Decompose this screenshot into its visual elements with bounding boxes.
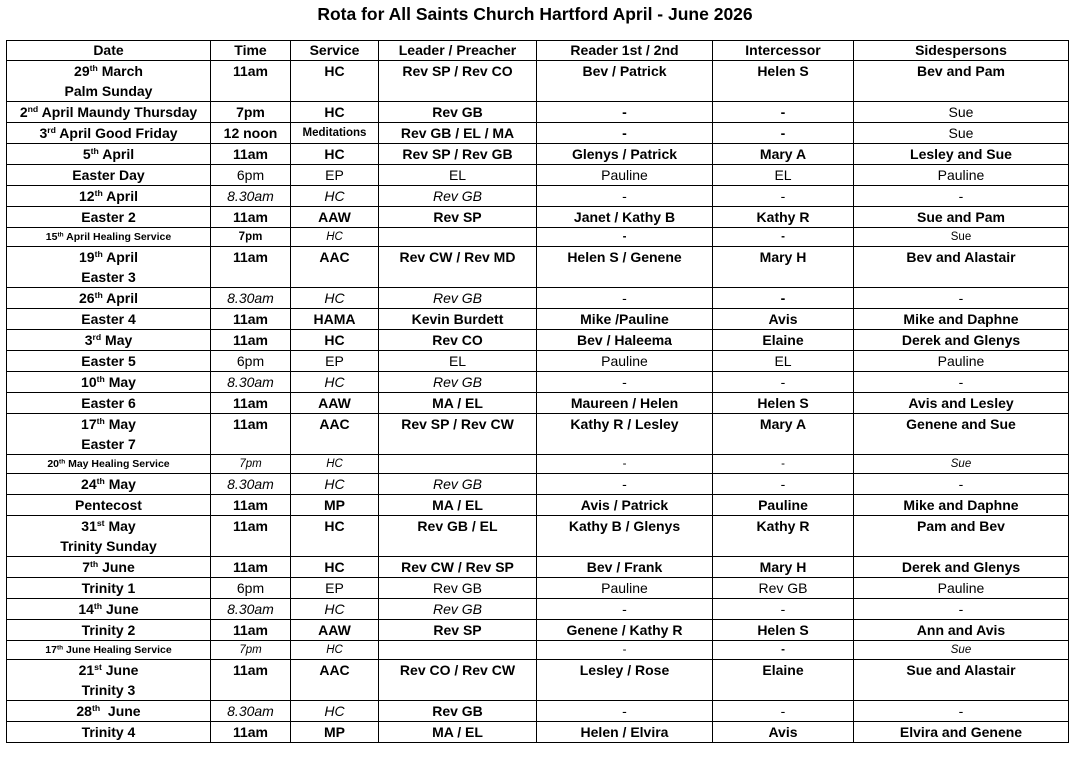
leader-cell: Rev GB bbox=[379, 578, 537, 599]
leader-cell: Rev SP / Rev CW bbox=[379, 414, 537, 455]
intercessor-cell: Avis bbox=[713, 722, 854, 743]
table-row bbox=[7, 557, 1069, 578]
sidespersons-cell: - bbox=[854, 372, 1069, 393]
service-cell: HC bbox=[291, 455, 379, 474]
table-row bbox=[7, 61, 1069, 102]
header-intercessor: Intercessor bbox=[713, 41, 854, 61]
sidespersons-cell: Genene and Sue bbox=[854, 414, 1069, 455]
reader-cell: - bbox=[537, 474, 713, 495]
sidespersons-cell: Sue and Pam bbox=[854, 207, 1069, 228]
table-row bbox=[7, 247, 1069, 288]
intercessor-cell: Mary H bbox=[713, 557, 854, 578]
intercessor-cell: Mary H bbox=[713, 247, 854, 288]
table-row bbox=[7, 165, 1069, 186]
table-row bbox=[7, 474, 1069, 495]
reader-cell: Janet / Kathy B bbox=[537, 207, 713, 228]
sidespersons-cell: Pam and Bev bbox=[854, 516, 1069, 557]
time-cell: 8.30am bbox=[211, 288, 291, 309]
date-cell: 21st June Trinity 3 bbox=[7, 660, 211, 701]
leader-cell: Rev CO / Rev CW bbox=[379, 660, 537, 701]
reader-cell: Bev / Frank bbox=[537, 557, 713, 578]
date-cell: 28th June bbox=[7, 701, 211, 722]
sidespersons-cell: Elvira and Genene bbox=[854, 722, 1069, 743]
date-cell: 12th April bbox=[7, 186, 211, 207]
service-cell: AAC bbox=[291, 414, 379, 455]
time-cell: 7pm bbox=[211, 641, 291, 660]
table-row bbox=[7, 393, 1069, 414]
intercessor-cell: - bbox=[713, 102, 854, 123]
sidespersons-cell: Sue bbox=[854, 123, 1069, 144]
sidespersons-cell: Pauline bbox=[854, 578, 1069, 599]
leader-cell: MA / EL bbox=[379, 393, 537, 414]
intercessor-cell: Elaine bbox=[713, 660, 854, 701]
date-cell: 19th April Easter 3 bbox=[7, 247, 211, 288]
reader-cell: Kathy B / Glenys bbox=[537, 516, 713, 557]
time-cell: 8.30am bbox=[211, 599, 291, 620]
time-cell: 11am bbox=[211, 660, 291, 701]
table-row bbox=[7, 578, 1069, 599]
date-cell: Easter 2 bbox=[7, 207, 211, 228]
reader-cell: Kathy R / Lesley bbox=[537, 414, 713, 455]
leader-cell: Rev CO bbox=[379, 330, 537, 351]
table-row bbox=[7, 207, 1069, 228]
time-cell: 6pm bbox=[211, 578, 291, 599]
date-cell: 7th June bbox=[7, 557, 211, 578]
sidespersons-cell: - bbox=[854, 701, 1069, 722]
sidespersons-cell: Ann and Avis bbox=[854, 620, 1069, 641]
reader-cell: Helen S / Genene bbox=[537, 247, 713, 288]
time-cell: 11am bbox=[211, 330, 291, 351]
leader-cell bbox=[379, 641, 537, 660]
leader-cell: Rev GB bbox=[379, 288, 537, 309]
intercessor-cell: Mary A bbox=[713, 414, 854, 455]
intercessor-cell: Helen S bbox=[713, 61, 854, 102]
intercessor-cell: - bbox=[713, 641, 854, 660]
table-row bbox=[7, 228, 1069, 247]
time-cell: 11am bbox=[211, 516, 291, 557]
reader-cell: - bbox=[537, 599, 713, 620]
service-cell: AAW bbox=[291, 620, 379, 641]
leader-cell: Rev GB / EL bbox=[379, 516, 537, 557]
intercessor-cell: Kathy R bbox=[713, 516, 854, 557]
table-row bbox=[7, 516, 1069, 557]
reader-cell: Helen / Elvira bbox=[537, 722, 713, 743]
sidespersons-cell: Pauline bbox=[854, 351, 1069, 372]
service-cell: HC bbox=[291, 61, 379, 102]
date-cell: Trinity 2 bbox=[7, 620, 211, 641]
sidespersons-cell: Bev and Alastair bbox=[854, 247, 1069, 288]
sidespersons-cell: Bev and Pam bbox=[854, 61, 1069, 102]
time-cell: 6pm bbox=[211, 165, 291, 186]
date-cell: 3rd May bbox=[7, 330, 211, 351]
intercessor-cell: Avis bbox=[713, 309, 854, 330]
table-row bbox=[7, 330, 1069, 351]
service-cell: Meditations bbox=[291, 123, 379, 144]
time-cell: 11am bbox=[211, 620, 291, 641]
time-cell: 6pm bbox=[211, 351, 291, 372]
reader-cell: - bbox=[537, 455, 713, 474]
reader-cell: Pauline bbox=[537, 165, 713, 186]
time-cell: 7pm bbox=[211, 228, 291, 247]
intercessor-cell: - bbox=[713, 288, 854, 309]
date-cell: 10th May bbox=[7, 372, 211, 393]
reader-cell: - bbox=[537, 372, 713, 393]
table-row bbox=[7, 722, 1069, 743]
leader-cell: Rev GB bbox=[379, 599, 537, 620]
leader-cell: Kevin Burdett bbox=[379, 309, 537, 330]
time-cell: 11am bbox=[211, 393, 291, 414]
sidespersons-cell: - bbox=[854, 186, 1069, 207]
intercessor-cell: - bbox=[713, 186, 854, 207]
service-cell: HC bbox=[291, 144, 379, 165]
date-cell: 17th June Healing Service bbox=[7, 641, 211, 660]
table-row bbox=[7, 495, 1069, 516]
leader-cell: Rev CW / Rev SP bbox=[379, 557, 537, 578]
time-cell: 12 noon bbox=[211, 123, 291, 144]
table-row bbox=[7, 599, 1069, 620]
sidespersons-cell: Mike and Daphne bbox=[854, 309, 1069, 330]
service-cell: EP bbox=[291, 578, 379, 599]
service-cell: HC bbox=[291, 102, 379, 123]
service-cell: AAW bbox=[291, 393, 379, 414]
time-cell: 8.30am bbox=[211, 372, 291, 393]
date-cell: Pentecost bbox=[7, 495, 211, 516]
header-reader: Reader 1st / 2nd bbox=[537, 41, 713, 61]
table-row bbox=[7, 288, 1069, 309]
service-cell: EP bbox=[291, 165, 379, 186]
reader-cell: - bbox=[537, 228, 713, 247]
time-cell: 11am bbox=[211, 207, 291, 228]
sidespersons-cell: Mike and Daphne bbox=[854, 495, 1069, 516]
leader-cell: Rev SP bbox=[379, 207, 537, 228]
service-cell: MP bbox=[291, 722, 379, 743]
table-row bbox=[7, 123, 1069, 144]
intercessor-cell: Pauline bbox=[713, 495, 854, 516]
header-row bbox=[7, 41, 1069, 61]
time-cell: 11am bbox=[211, 144, 291, 165]
date-cell: 24th May bbox=[7, 474, 211, 495]
service-cell: AAC bbox=[291, 660, 379, 701]
time-cell: 7pm bbox=[211, 455, 291, 474]
sidespersons-cell: - bbox=[854, 474, 1069, 495]
table-row bbox=[7, 186, 1069, 207]
reader-cell: Pauline bbox=[537, 578, 713, 599]
service-cell: HC bbox=[291, 516, 379, 557]
intercessor-cell: Helen S bbox=[713, 620, 854, 641]
leader-cell: EL bbox=[379, 165, 537, 186]
service-cell: HC bbox=[291, 474, 379, 495]
date-cell: Trinity 4 bbox=[7, 722, 211, 743]
table-row bbox=[7, 455, 1069, 474]
service-cell: AAW bbox=[291, 207, 379, 228]
date-cell: 29th March Palm Sunday bbox=[7, 61, 211, 102]
time-cell: 8.30am bbox=[211, 474, 291, 495]
sidespersons-cell: Pauline bbox=[854, 165, 1069, 186]
reader-cell: Pauline bbox=[537, 351, 713, 372]
time-cell: 11am bbox=[211, 61, 291, 102]
date-cell: Trinity 1 bbox=[7, 578, 211, 599]
intercessor-cell: Elaine bbox=[713, 330, 854, 351]
leader-cell: Rev CW / Rev MD bbox=[379, 247, 537, 288]
sidespersons-cell: - bbox=[854, 599, 1069, 620]
time-cell: 11am bbox=[211, 414, 291, 455]
reader-cell: Glenys / Patrick bbox=[537, 144, 713, 165]
leader-cell bbox=[379, 228, 537, 247]
service-cell: HAMA bbox=[291, 309, 379, 330]
table-row bbox=[7, 414, 1069, 455]
service-cell: HC bbox=[291, 372, 379, 393]
intercessor-cell: Rev GB bbox=[713, 578, 854, 599]
intercessor-cell: - bbox=[713, 455, 854, 474]
reader-cell: Lesley / Rose bbox=[537, 660, 713, 701]
intercessor-cell: Kathy R bbox=[713, 207, 854, 228]
date-cell: Easter 4 bbox=[7, 309, 211, 330]
date-cell: 3rd April Good Friday bbox=[7, 123, 211, 144]
time-cell: 11am bbox=[211, 247, 291, 288]
reader-cell: - bbox=[537, 186, 713, 207]
intercessor-cell: - bbox=[713, 123, 854, 144]
table-row bbox=[7, 372, 1069, 393]
time-cell: 11am bbox=[211, 495, 291, 516]
service-cell: HC bbox=[291, 599, 379, 620]
intercessor-cell: EL bbox=[713, 165, 854, 186]
reader-cell: - bbox=[537, 288, 713, 309]
sidespersons-cell: Avis and Lesley bbox=[854, 393, 1069, 414]
reader-cell: Bev / Haleema bbox=[537, 330, 713, 351]
reader-cell: - bbox=[537, 641, 713, 660]
leader-cell: Rev SP bbox=[379, 620, 537, 641]
time-cell: 8.30am bbox=[211, 186, 291, 207]
header-time: Time bbox=[211, 41, 291, 61]
intercessor-cell: - bbox=[713, 599, 854, 620]
date-cell: 15th April Healing Service bbox=[7, 228, 211, 247]
service-cell: HC bbox=[291, 228, 379, 247]
leader-cell: Rev GB / EL / MA bbox=[379, 123, 537, 144]
intercessor-cell: - bbox=[713, 372, 854, 393]
leader-cell: MA / EL bbox=[379, 495, 537, 516]
date-cell: 26th April bbox=[7, 288, 211, 309]
leader-cell: Rev GB bbox=[379, 474, 537, 495]
date-cell: 5th April bbox=[7, 144, 211, 165]
header-service: Service bbox=[291, 41, 379, 61]
time-cell: 11am bbox=[211, 722, 291, 743]
service-cell: HC bbox=[291, 701, 379, 722]
leader-cell: EL bbox=[379, 351, 537, 372]
leader-cell bbox=[379, 455, 537, 474]
sidespersons-cell: Sue bbox=[854, 228, 1069, 247]
service-cell: HC bbox=[291, 641, 379, 660]
date-cell: Easter 6 bbox=[7, 393, 211, 414]
table-row bbox=[7, 351, 1069, 372]
sidespersons-cell: Sue bbox=[854, 102, 1069, 123]
reader-cell: Maureen / Helen bbox=[537, 393, 713, 414]
date-cell: 2nd April Maundy Thursday bbox=[7, 102, 211, 123]
sidespersons-cell: Lesley and Sue bbox=[854, 144, 1069, 165]
header-leader: Leader / Preacher bbox=[379, 41, 537, 61]
time-cell: 8.30am bbox=[211, 701, 291, 722]
reader-cell: Genene / Kathy R bbox=[537, 620, 713, 641]
sidespersons-cell: Sue bbox=[854, 641, 1069, 660]
service-cell: HC bbox=[291, 330, 379, 351]
time-cell: 11am bbox=[211, 309, 291, 330]
service-cell: HC bbox=[291, 557, 379, 578]
table-row bbox=[7, 620, 1069, 641]
intercessor-cell: Helen S bbox=[713, 393, 854, 414]
header-sidespersons: Sidespersons bbox=[854, 41, 1069, 61]
service-cell: HC bbox=[291, 288, 379, 309]
date-cell: 20th May Healing Service bbox=[7, 455, 211, 474]
reader-cell: - bbox=[537, 102, 713, 123]
sidespersons-cell: Derek and Glenys bbox=[854, 557, 1069, 578]
reader-cell: Avis / Patrick bbox=[537, 495, 713, 516]
leader-cell: Rev SP / Rev CO bbox=[379, 61, 537, 102]
time-cell: 11am bbox=[211, 557, 291, 578]
service-cell: MP bbox=[291, 495, 379, 516]
sidespersons-cell: Sue bbox=[854, 455, 1069, 474]
table-row bbox=[7, 660, 1069, 701]
sidespersons-cell: Sue and Alastair bbox=[854, 660, 1069, 701]
table-row bbox=[7, 701, 1069, 722]
intercessor-cell: - bbox=[713, 228, 854, 247]
reader-cell: Bev / Patrick bbox=[537, 61, 713, 102]
leader-cell: Rev SP / Rev GB bbox=[379, 144, 537, 165]
leader-cell: Rev GB bbox=[379, 102, 537, 123]
header-date: Date bbox=[7, 41, 211, 61]
date-cell: 14th June bbox=[7, 599, 211, 620]
leader-cell: Rev GB bbox=[379, 372, 537, 393]
intercessor-cell: Mary A bbox=[713, 144, 854, 165]
sidespersons-cell: Derek and Glenys bbox=[854, 330, 1069, 351]
leader-cell: MA / EL bbox=[379, 722, 537, 743]
service-cell: AAC bbox=[291, 247, 379, 288]
page-title: Rota for All Saints Church Hartford April - June 2026 bbox=[317, 4, 753, 24]
intercessor-cell: - bbox=[713, 701, 854, 722]
service-cell: EP bbox=[291, 351, 379, 372]
time-cell: 7pm bbox=[211, 102, 291, 123]
reader-cell: - bbox=[537, 701, 713, 722]
sidespersons-cell: - bbox=[854, 288, 1069, 309]
table-row bbox=[7, 102, 1069, 123]
date-cell: Easter 5 bbox=[7, 351, 211, 372]
table-row bbox=[7, 641, 1069, 660]
leader-cell: Rev GB bbox=[379, 701, 537, 722]
reader-cell: - bbox=[537, 123, 713, 144]
rota-table bbox=[6, 40, 1069, 743]
date-cell: 31st May Trinity Sunday bbox=[7, 516, 211, 557]
date-cell: 17th May Easter 7 bbox=[7, 414, 211, 455]
intercessor-cell: - bbox=[713, 474, 854, 495]
reader-cell: Mike /Pauline bbox=[537, 309, 713, 330]
table-row bbox=[7, 309, 1069, 330]
leader-cell: Rev GB bbox=[379, 186, 537, 207]
date-cell: Easter Day bbox=[7, 165, 211, 186]
intercessor-cell: EL bbox=[713, 351, 854, 372]
table-row bbox=[7, 144, 1069, 165]
service-cell: HC bbox=[291, 186, 379, 207]
